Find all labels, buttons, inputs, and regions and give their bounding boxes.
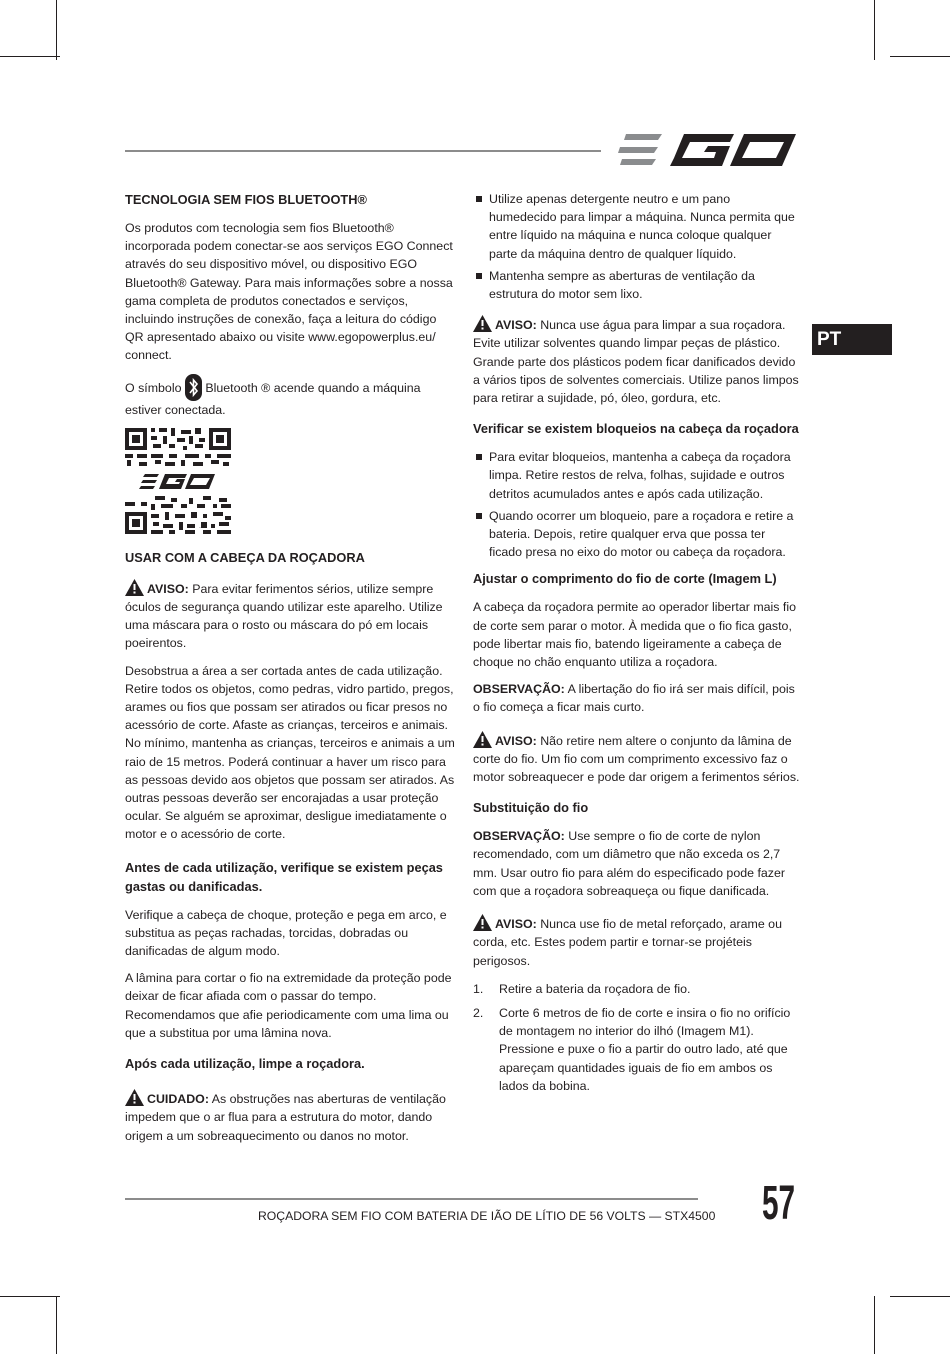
note-line-release: OBSERVAÇÃO: A libertação do fio irá ser mais difícil, pois o fio começa a ficar mais curto. (473, 682, 795, 715)
replacement-steps (473, 980, 801, 1095)
list-item: Utilize apenas detergente neutro e um pano humedecido para limpar a máquina. Nunca permita que entre líquido na máquina e nunca coloque qualquer parte da máquina dentro de qualquer líquido. (473, 190, 801, 263)
warning-icon (473, 731, 492, 748)
crop-mark (0, 1296, 60, 1297)
warning-eye-protection: AVISO: Para evitar ferimentos sérios, utilize sempre óculos de segurança quando utilizar este aparelho. Utilize uma máscara para o rosto ou máscara do pó em locais poeirentos. (125, 579, 455, 653)
cleaning-bullets (473, 190, 801, 303)
ego-logo (616, 128, 800, 172)
section-title-before-use: Antes de cada utilização, verifique se existem peças gastas ou danificadas. (125, 859, 443, 894)
crop-mark (0, 56, 60, 57)
crop-mark (890, 56, 950, 57)
warning-blade-assembly: AVISO: Não retire nem altere o conjunto da lâmina de corte do fio. Um fio com um comprimento excessivo faz o motor sobreaquecer e pode dar origem a ferimentos sérios. (473, 731, 801, 787)
bluetooth-icon (185, 374, 202, 401)
blockage-bullets (473, 448, 801, 561)
line-length-paragraph: A cabeça da roçadora permite ao operador libertar mais fio de corte sem parar o motor. À medida que o fio fica gasto, pode libertar mais fio, batendo ligeiramente a cabeça de choque no chão enquanto utiliza a roçadora. (473, 600, 797, 670)
crop-mark (890, 1296, 950, 1297)
bluetooth-symbol-paragraph: O símbolo Bluetooth ® acende quando a máquina estiver conectada. (125, 374, 455, 419)
left-column (125, 190, 455, 1154)
page-number: 57 (762, 1177, 796, 1230)
warning-icon (473, 914, 492, 931)
section-title-bluetooth: TECNOLOGIA SEM FIOS BLUETOOTH® (125, 192, 367, 207)
bluetooth-paragraph: Os produtos com tecnologia sem fios Bluetooth® incorporada podem conectar-se aos serviços EGO Connect através do seu dispositivo móvel, ou dispositivo EGO Bluetooth® Gateway. Para mais informações sobre a nossa gama completa de produtos conectados e serviços, incluindo instruções de conexão, faça a leitura do código QR apresentado abaixo ou visite www.egopowerplus.eu/ connect. (125, 221, 453, 363)
section-title-line-length: Ajustar o comprimento do fio de corte (Imagem L) (473, 571, 777, 587)
section-title-blockages: Verificar se existem bloqueios na cabeça da roçadora (473, 421, 799, 437)
footer-product-title: ROÇADORA SEM FIO COM BATERIA DE IÃO DE LÍTIO DE 56 VOLTS — STX4500 (258, 1209, 716, 1223)
caution-ventilation: CUIDADO: As obstruções nas aberturas de ventilação impedem que o ar flua para a estrutura do motor, dando origem a um sobreaquecimento ou danos no motor. (125, 1089, 455, 1145)
crop-mark (56, 1296, 57, 1354)
crop-mark (874, 0, 875, 60)
blade-sharpen-paragraph: A lâmina para cortar o fio na extremidade da proteção pode deixar de ficar afiada com o passar do tempo. Recomendamos que afie periodicamente com uma lima ou que a substitua por uma lâmina nova. (125, 971, 452, 1040)
list-item: Para evitar bloqueios, mantenha a cabeça da roçadora limpa. Retire restos de relva, folhas, sujidade e outros detritos acumulados antes e após cada utilização. (473, 448, 801, 503)
warning-icon (473, 315, 492, 332)
list-item: 1. Retire a bateria da roçadora de fio. (473, 981, 691, 996)
svg-text:EGO: EGO (199, 527, 202, 529)
header-rule (125, 150, 601, 152)
qr-code-image (125, 428, 231, 534)
right-column (473, 190, 801, 1101)
crop-mark (874, 1296, 875, 1354)
list-item: Quando ocorrer um bloqueio, pare a roçadora e retire a bateria. Depois, retire qualquer erva que possa ter ficado presa no eixo do motor ou cabeça da roçadora. (473, 507, 801, 562)
check-parts-paragraph: Verifique a cabeça de choque, proteção e pega em arco, e substitua as peças rachadas, torcidas, dobradas ou danificadas de algum modo. (125, 907, 447, 959)
warning-metal-wire: AVISO: Nunca use fio de metal reforçado, arame ou corda, etc. Estes podem partir e tornar-se projéteis perigosos. (473, 914, 801, 970)
crop-mark (56, 0, 57, 60)
note-nylon-line: OBSERVAÇÃO: Use sempre o fio de corte de nylon recomendado, com um diâmetro que não exceda os 2,7 mm. Usar outro fio para além do especificado pode fazer com que a roçadora sobreaqueça ou fique danificada. (473, 829, 785, 898)
language-tab: PT (812, 324, 892, 355)
list-item: 2. Corte 6 metros de fio de corte e insira o fio no orifício de montagem no interior do ilhó (Imagem M1). Pressione e puxe o fio a partir do outro lado, até que apareçam quantidades iguais de fio em ambos os lados da bobina. (473, 1005, 791, 1093)
list-item: Mantenha sempre as aberturas de ventilação da estrutura do motor sem lixo. (473, 267, 801, 303)
clear-area-paragraph: Desobstrua a área a ser cortada antes de cada utilização. Retire todos os objetos, como pedras, vidro partido, pregos, arames ou fios que possam ser atirados ou ficar presos no acessório de corte. Afaste as crianças, terceiros e animais. No mínimo, mantenha as crianças, terceiros e animais a um raio de 15 metros. Poderá continuar a haver um risco para as pessoas devido aos objetos que possam ser atirados. As outras pessoas deverão ser encorajadas a usar proteção ocular. Se alguém se aproximar, desligue imediatamente o motor e o acessório de corte. (125, 663, 455, 842)
warning-no-water: AVISO: Nunca use água para limpar a sua roçadora. Evite utilizar solventes quando limpar peças de plástico. Grande parte dos plásticos podem ficar danificados devido a vários tipos de solventes comerciais. Utilize panos limpos para retirar a sujidade, pó, óleo, gordura, etc. (473, 315, 801, 407)
warning-icon (125, 579, 144, 596)
footer-rule (125, 1198, 698, 1200)
section-title-trimmer-head: USAR COM A CABEÇA DA ROÇADORA (125, 549, 365, 565)
warning-icon (125, 1089, 144, 1106)
section-title-line-replacement: Substituição do fio (473, 800, 589, 816)
section-title-after-use: Após cada utilização, limpe a roçadora. (125, 1056, 365, 1072)
